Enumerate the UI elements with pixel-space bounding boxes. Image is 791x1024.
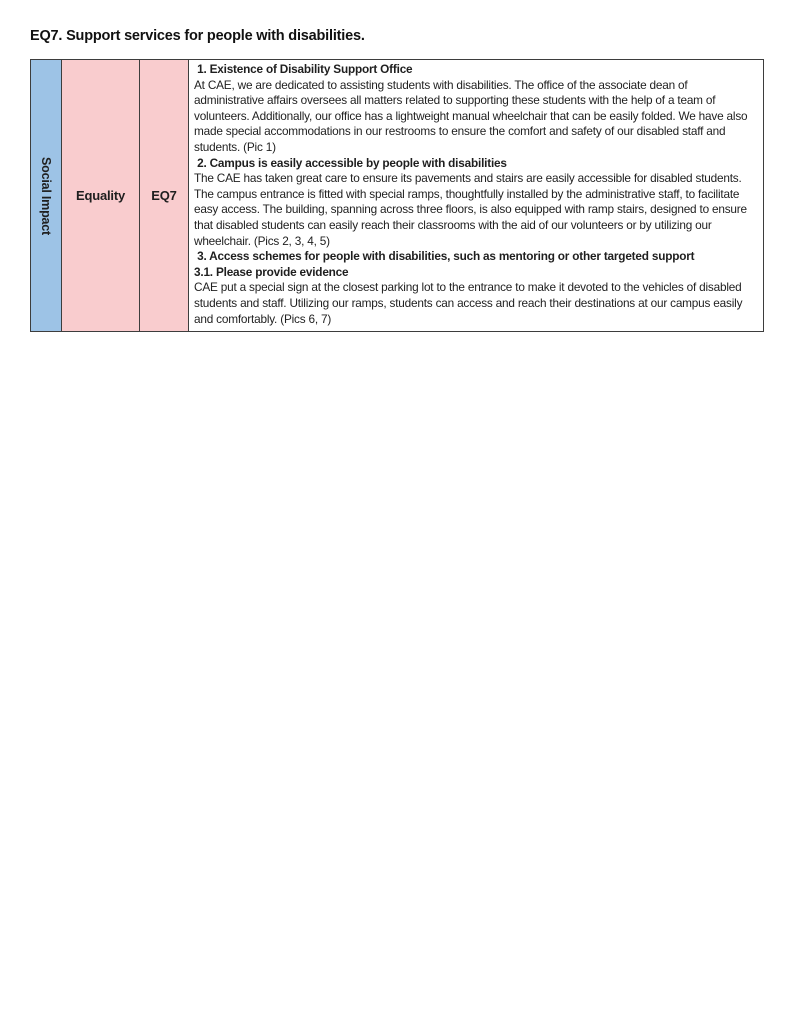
- subcategory-cell: [62, 60, 140, 331]
- section-3-heading: 3. Access schemes for people with disabilities, such as mentoring or other targeted support: [194, 249, 695, 264]
- section-2-heading: 2. Campus is easily accessible by people with disabilities: [194, 155, 507, 170]
- page-title: EQ7. Support services for people with disabilities.: [30, 28, 365, 44]
- subcategory-label: Equality: [76, 188, 125, 204]
- section-1-body: At CAE, we are dedicated to assisting students with disabilities. The office of the associate dean of administrative affairs oversees all matters related to supporting these students with the help of a team of volunteers. Additionally, our office has a lightweight manual wheelchair that can be easily folded. We have also made special accommodations in our restrooms to ensure the comfort and safety of our disabled staff and students. (Pic 1): [194, 77, 751, 154]
- category-label: Social Impact: [39, 156, 53, 235]
- category-cell: [31, 60, 62, 331]
- section-2-body: The CAE has taken great care to ensure its pavements and stairs are easily accessible for disabled students. The campus entrance is fitted with special ramps, thoughtfully installed by the administrative staff, to facilitate easy access. The building, spanning across three floors, is also equipped with ramp stairs, designed to ensure that disabled students can easily reach their classrooms with the aid of our volunteers or by utilizing our wheelchair. (Pics 2, 3, 4, 5): [194, 171, 750, 248]
- section-3-1-subheading: 3.1. Please provide evidence: [194, 264, 349, 279]
- code-cell: [140, 60, 189, 331]
- section-3-body: CAE put a special sign at the closest parking lot to the entrance to make it devoted to the vehicles of disabled students and staff. Utilizing our ramps, students can access and reach their destinations at our campus easily and comfortably. (Pics 6, 7): [194, 280, 746, 326]
- support-services-table: [30, 59, 764, 332]
- code-label: EQ7: [151, 188, 177, 204]
- content-cell: [189, 60, 763, 331]
- section-1-heading: 1. Existence of Disability Support Office: [194, 62, 413, 76]
